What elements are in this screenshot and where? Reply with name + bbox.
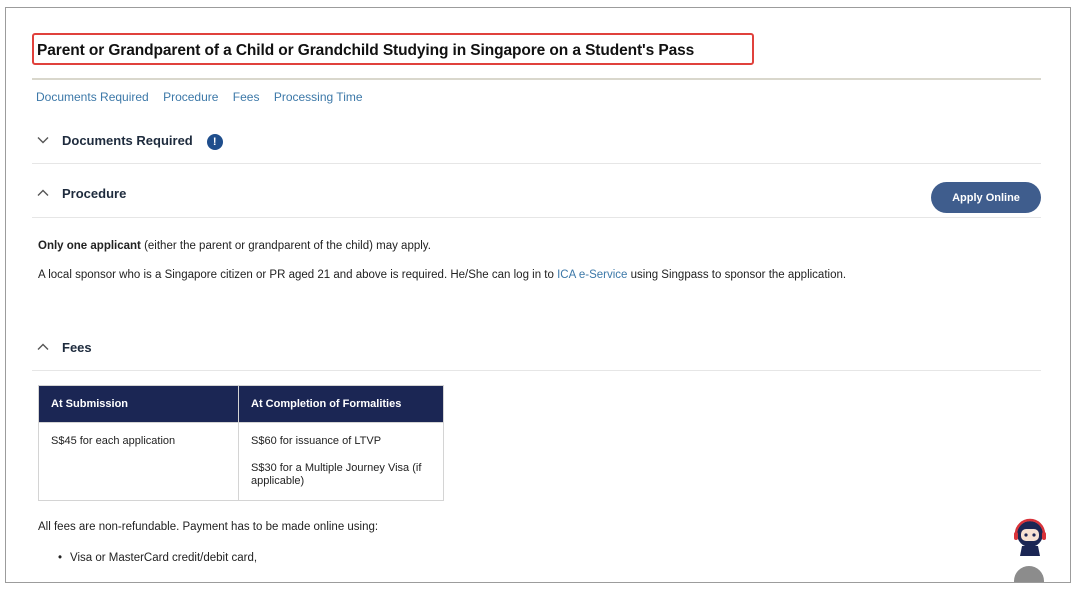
chevron-down-icon [36,133,50,147]
procedure-line-2-post: using Singpass to sponsor the application. [627,269,847,281]
section-title-documents: Documents Required [62,132,193,148]
chatbot-avatar-icon[interactable] [1010,516,1050,556]
info-icon[interactable]: ! [207,134,223,150]
section-header-fees[interactable] [36,336,92,358]
section-header-procedure[interactable] [36,182,126,204]
section-divider [32,370,1041,371]
page-title: Parent or Grandparent of a Child or Grandchild Studying in Singapore on a Student's Pass [37,42,695,59]
list-item: • Visa or MasterCard credit/debit card, [58,552,257,570]
fees-completion-item: S$60 for issuance of LTVP [251,435,382,447]
anchor-link-fees[interactable]: Fees [232,90,260,104]
fees-completion-item: S$30 for a Multiple Journey Visa (if applicable) [251,462,422,488]
section-title-fees: Fees [62,339,92,355]
fees-cell-submission: S$45 for each application [39,423,239,501]
section-divider [32,217,1041,218]
section-divider [32,163,1041,164]
fees-cell-completion [239,423,444,501]
anchor-link-procedure[interactable]: Procedure [163,90,219,104]
fees-header-completion: At Completion of Formalities [239,386,444,423]
anchor-nav [36,90,374,104]
anchor-link-processing-time[interactable]: Processing Time [273,90,363,104]
section-title-procedure: Procedure [62,185,127,201]
apply-online-button[interactable]: Apply Online [931,182,1041,213]
section-header-documents[interactable] [36,129,223,151]
page-frame [5,7,1071,583]
scroll-to-top-button[interactable] [1014,566,1044,583]
title-divider [32,78,1041,80]
chevron-up-icon [36,340,50,354]
fees-note: All fees are non-refundable. Payment has to be made online using: [38,521,379,533]
fees-header-submission: At Submission [39,386,239,423]
chevron-up-icon [36,186,50,200]
ica-eservice-link[interactable]: ICA e-Service [557,269,628,281]
anchor-link-documents[interactable]: Documents Required [36,90,149,104]
table-row [39,423,444,501]
procedure-line-2-pre: A local sponsor who is a Singapore citizen or PR aged 21 and above is required. He/She can log in to [38,269,558,281]
procedure-line-1 [38,240,431,252]
fees-table [38,385,444,501]
procedure-line-1-bold: Only one applicant [38,240,141,252]
procedure-line-1-rest: (either the parent or grandparent of the child) may apply. [140,240,431,252]
procedure-line-2 [38,269,846,281]
payment-methods-list [58,552,257,570]
